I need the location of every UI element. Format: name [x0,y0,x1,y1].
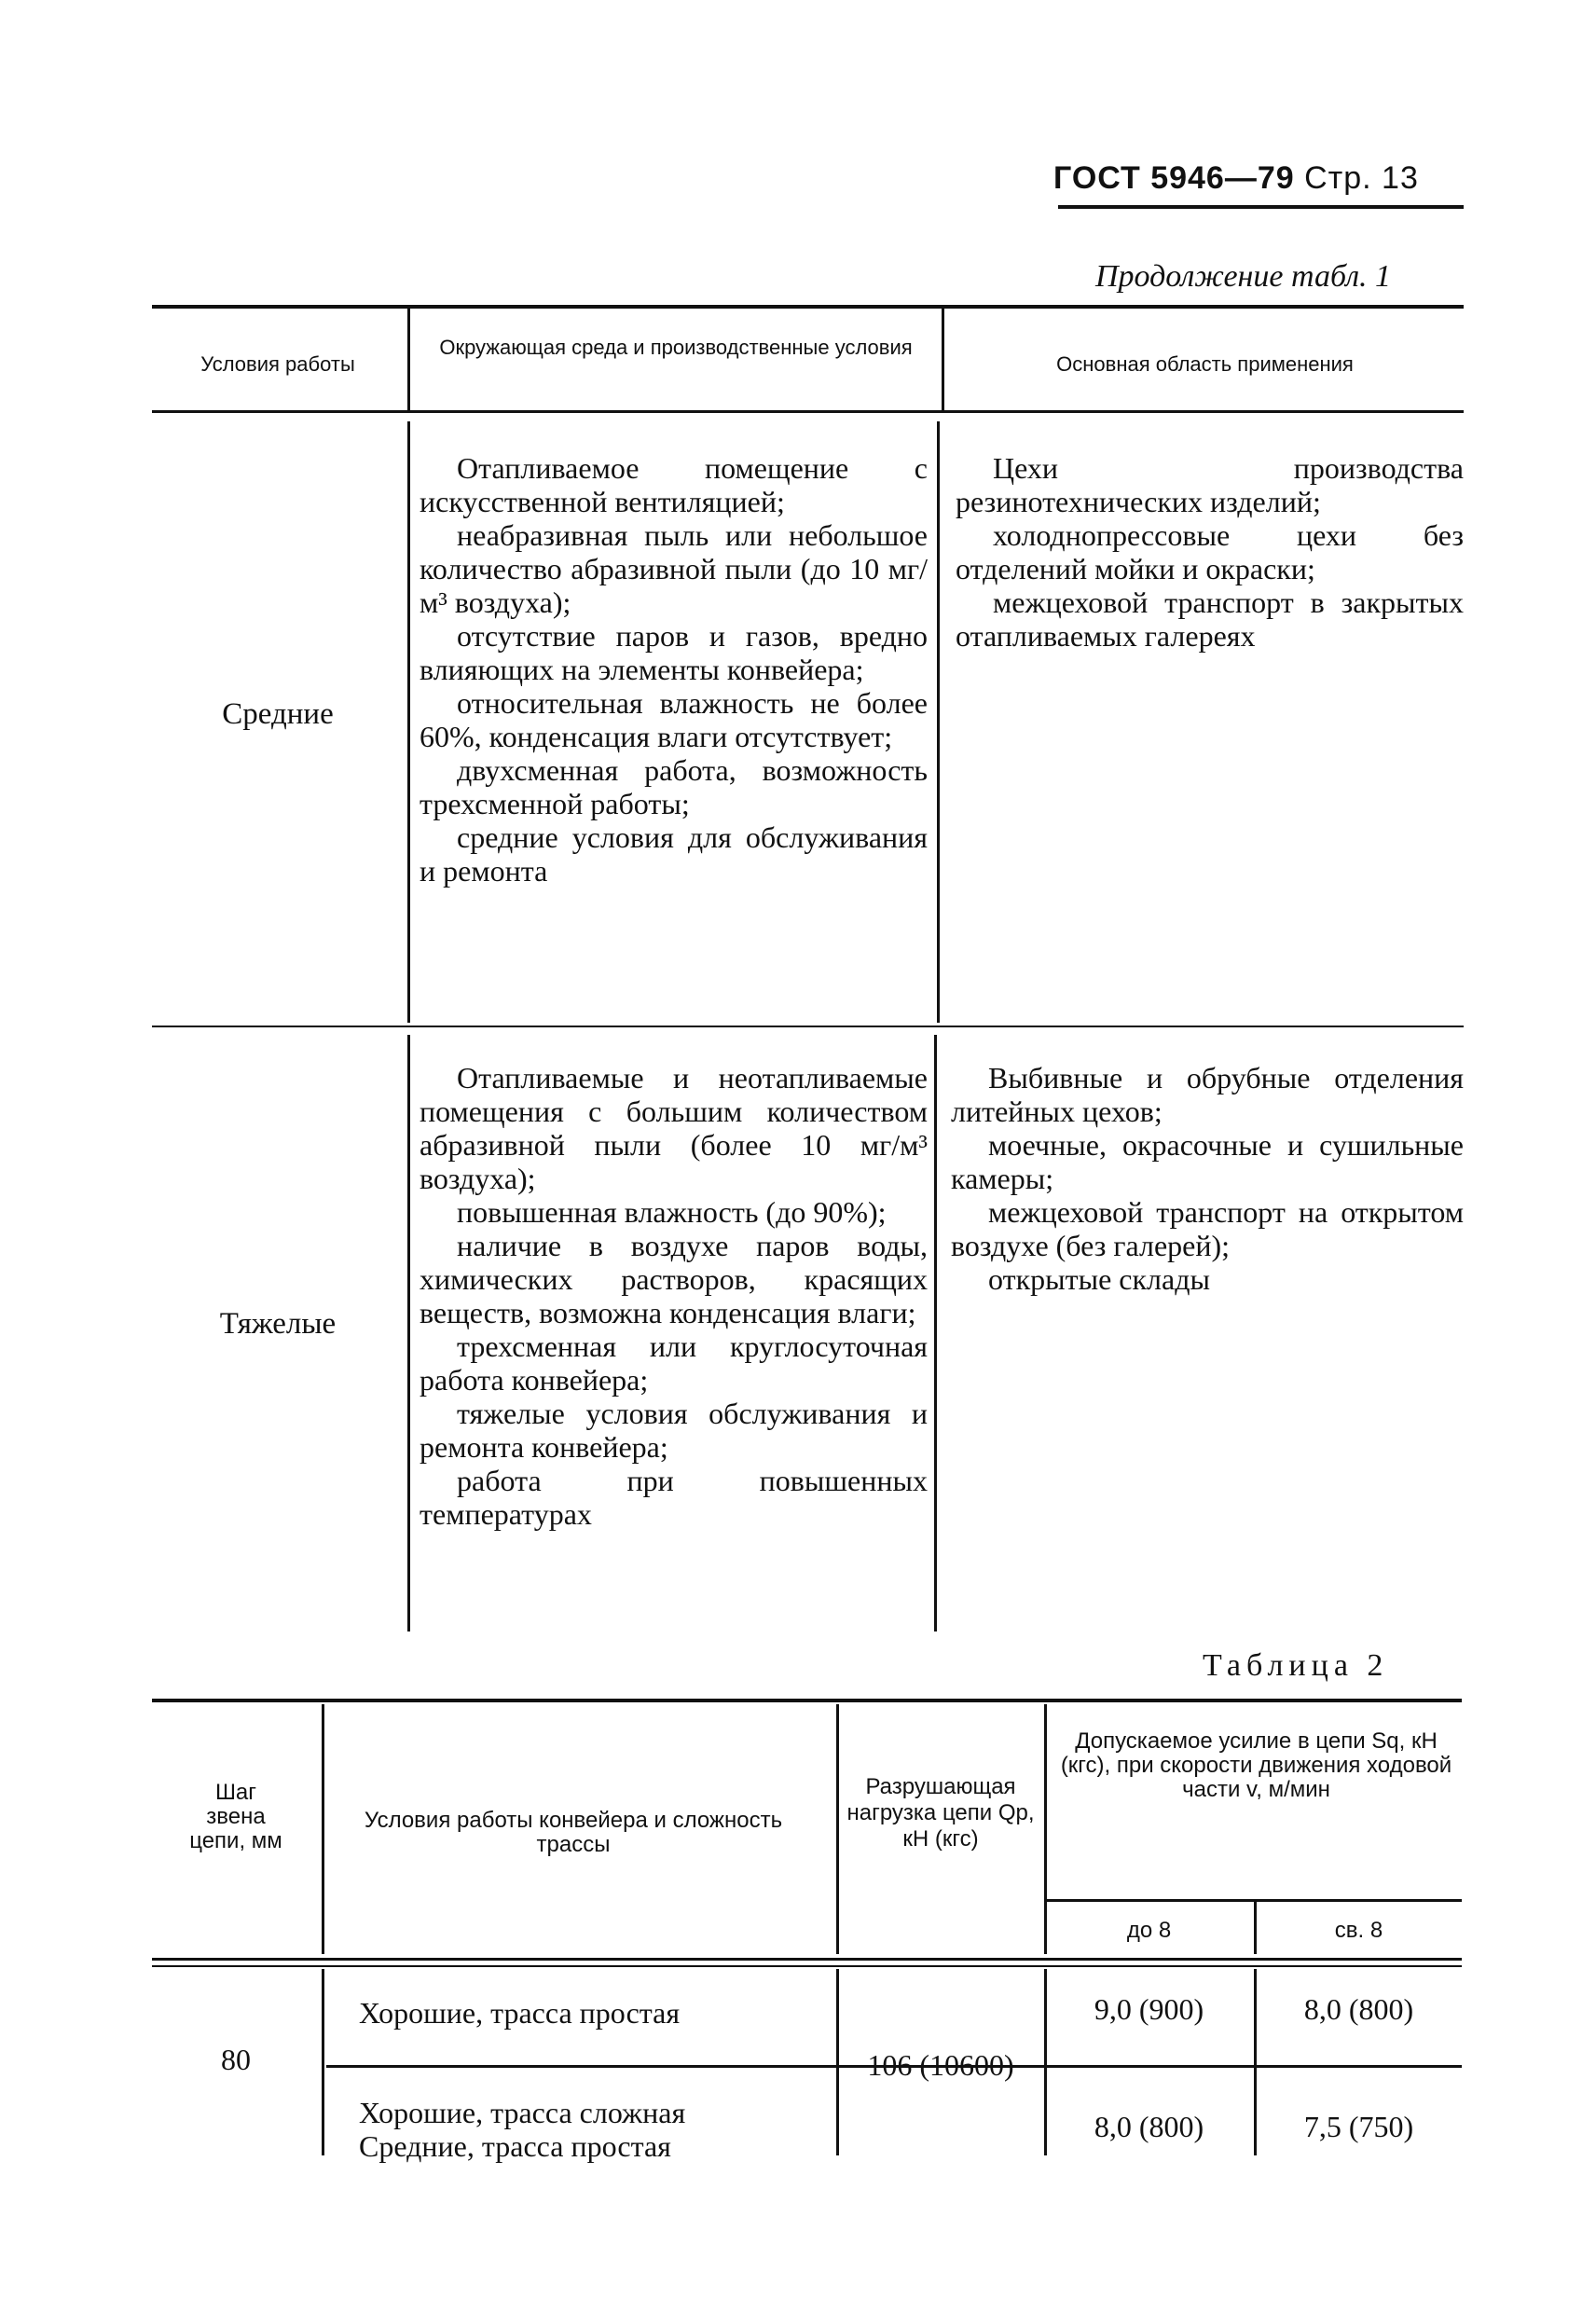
table1-header-rule [152,410,1464,413]
document-code: ГОСТ 5946—79 [1053,160,1295,196]
environment-item: работа при повышенных температурах [420,1464,928,1531]
table1-col-divider [407,308,410,410]
table1-col-divider [407,421,410,1023]
application-item: моечные, окрасочные и сушильные камеры; [951,1128,1464,1195]
table1-col-divider [942,308,944,410]
table1-environment-cell [420,451,928,888]
table2-row-low: 9,0 (900) [1094,1992,1204,2026]
table2-row-high: 8,0 (800) [1303,1992,1414,2026]
table2-subheader-rule [1044,1899,1462,1902]
environment-item: Отапливаемые и неотапливаемые помещения с большим количеством абразивной пыли (более 10 мг/м³ воздуха); [420,1061,928,1195]
table2-col-divider [1044,1969,1047,2155]
environment-item: отсутствие паров и газов, вредно влияющих на элементы конвейера; [420,619,928,686]
table2-header-load: Разрушающая нагрузка цепи Qр, кН (кгс) [846,1774,1035,1852]
table2-col-divider [1254,1969,1257,2155]
environment-item: относительная влажность не более 60%, конденсация влаги отсутствует; [420,686,928,753]
table1-condition: Тяжелые [219,1307,337,1341]
table2-top-rule [152,1699,1462,1702]
table2-row-conditions: Средние, трасса простая [359,2129,671,2163]
table1-row-rule [152,1026,1464,1027]
table1-condition: Средние [222,697,334,731]
table1-application-cell [951,1061,1464,1296]
environment-item: тяжелые условия обслуживания и ремонта конвейера; [420,1397,928,1464]
table-continuation-label: Продолжение табл. 1 [1095,259,1392,294]
table1-col-header: Основная область применения [1056,352,1354,376]
table2-pitch-value: 80 [221,2043,251,2076]
table1-application-cell [956,451,1464,653]
table2-row-high: 7,5 (750) [1303,2110,1414,2143]
table1-col-header: Окружающая среда и производственные условия [439,336,913,359]
application-item: холоднопрессовые цехи без отделений мойки и окраски; [956,518,1464,585]
table2-col-divider [1254,1902,1257,1954]
application-item: открытые склады [988,1262,1210,1296]
table2-col-divider [322,1969,324,2155]
table2-row-low: 8,0 (800) [1094,2110,1204,2143]
environment-item: двухсменная работа, возможность трехсменной работы; [420,753,928,820]
table2-header-force: Допускаемое усилие в цепи Sq, кН (кгс), при скорости движения ходовой части v, м/мин [1060,1728,1452,1802]
table2-header-conditions: Условия работы конвейера и сложность трассы [364,1808,783,1857]
table1-environment-cell [420,1061,928,1531]
header-rule [1058,205,1464,209]
table2-header-rule [152,1958,1462,1961]
environment-item: неабразивная пыль или небольшое количество абразивной пыли (до 10 мг/м³ воздуха); [420,518,928,619]
table2-header-speed-low: до 8 [1126,1918,1172,1943]
environment-item: средние условия для обслуживания и ремонта [420,820,928,888]
environment-item: Отапливаемое помещение с искусственной вентиляцией; [420,451,928,518]
environment-item: повышенная влажность (до 90%); [457,1195,887,1229]
table2-load-value: 106 (10600) [867,2048,1014,2082]
table2-row-conditions: Хорошие, трасса сложная [359,2096,686,2129]
page-number: Стр. 13 [1304,160,1419,196]
environment-item: наличие в воздухе паров воды, химических растворов, красящих веществ, возможна конденсация влаги; [420,1229,928,1329]
document-header [1053,160,1419,197]
table2-header-rule2 [152,1965,1462,1967]
table1-col-divider [937,421,940,1023]
table2-col-divider [1044,1704,1047,1954]
environment-item: трехсменная или круглосуточная работа конвейера; [420,1329,928,1397]
application-item: межцеховой транспорт в закрытых отапливаемых галереях [956,585,1464,653]
application-item: межцеховой транспорт на открытом воздухе (без галерей); [951,1195,1464,1262]
table1-col-divider [407,1035,410,1631]
table1-col-divider [934,1035,937,1631]
table2-header-speed-high: св. 8 [1334,1918,1383,1943]
application-item: Выбивные и обрубные отделения литейных цехов; [951,1061,1464,1128]
table2-col-divider [322,1704,324,1954]
table2-caption: Таблица 2 [1203,1648,1389,1683]
application-item: Цехи производства резинотехнических изделий; [956,451,1464,518]
table2-header-pitch: Шаг звена цепи, мм [189,1780,282,1853]
table1-top-rule [152,305,1464,309]
table2-row-conditions: Хорошие, трасса простая [359,1996,681,2030]
table1-col-header: Условия работы [200,352,355,376]
